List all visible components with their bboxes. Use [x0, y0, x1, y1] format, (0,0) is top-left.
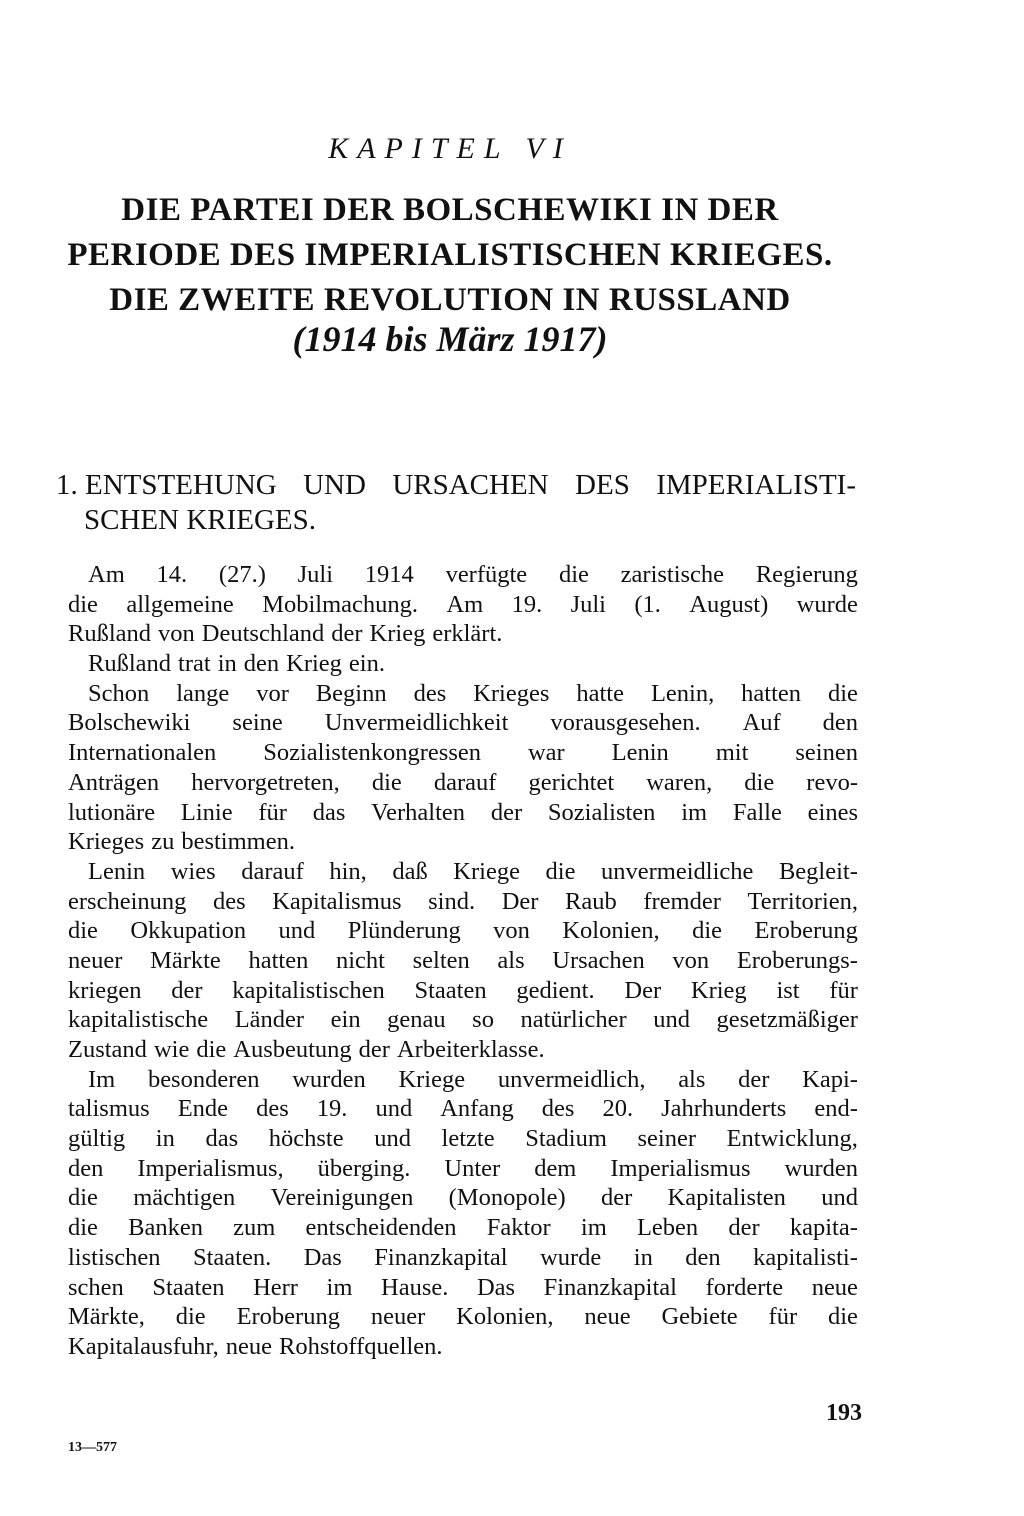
text-line: die mächtigen Vereinigungen (Monopole) der Kapitalisten und: [68, 1184, 858, 1212]
text-line: kapitalistische Länder ein genau so natürlicher und gesetzmäßiger: [68, 1006, 858, 1034]
section-heading-word: IMPERIALISTI-: [656, 469, 856, 501]
text-line: lutionäre Linie für das Verhalten der Sozialisten im Falle eines: [68, 798, 858, 826]
text-line: Am 14. (27.) Juli 1914 verfügte die zaristische Regierung: [88, 561, 858, 588]
text-line: Kapitalausfuhr, neue Rohstoffquellen.: [68, 1332, 443, 1360]
paragraph: [68, 857, 858, 1065]
paragraph: [68, 1065, 858, 1362]
text-line: talismus Ende des 19. und Anfang des 20. Jahrhunderts end-: [68, 1095, 858, 1123]
text-line: die Okkupation und Plünderung von Kolonien, die Eroberung: [68, 917, 858, 945]
text-line: Rußland trat in den Krieg ein.: [88, 650, 385, 678]
text-line: kriegen der kapitalistischen Staaten gedient. Der Krieg ist für: [68, 976, 858, 1004]
text-line: Bolschewiki seine Unvermeidlichkeit vorausgesehen. Auf den: [68, 709, 858, 737]
body-text: [68, 560, 858, 1362]
text-line: schen Staaten Herr im Hause. Das Finanzkapital forderte neue: [68, 1273, 858, 1301]
text-line: Lenin wies darauf hin, daß Kriege die unvermeidliche Begleit-: [88, 857, 858, 885]
text-line: neuer Märkte hatten nicht selten als Ursachen von Eroberungs-: [68, 946, 858, 974]
text-line: Anträgen hervorgetreten, die darauf gerichtet waren, die revo-: [68, 768, 858, 796]
text-line: Zustand wie die Ausbeutung der Arbeiterklasse.: [68, 1036, 545, 1063]
chapter-title-line: PERIODE DES IMPERIALISTISCHEN KRIEGES.: [67, 237, 833, 273]
paragraph: [68, 679, 858, 857]
text-line: die Banken zum entscheidenden Faktor im Leben der kapita-: [68, 1214, 858, 1242]
chapter-title: [60, 188, 840, 323]
text-line: erscheinung des Kapitalismus sind. Der Raub fremder Territorien,: [68, 887, 858, 915]
paragraph: [68, 560, 858, 649]
text-line: Märkte, die Eroberung neuer Kolonien, neue Gebiete für die: [68, 1303, 858, 1331]
text-line: Rußland von Deutschland der Krieg erklärt.: [68, 620, 503, 648]
text-line: die allgemeine Mobilmachung. Am 19. Juli (1. August) wurde: [68, 590, 858, 618]
chapter-label: KAPITEL VI: [328, 132, 572, 165]
section-heading-word: 1. ENTSTEHUNG: [56, 469, 277, 501]
text-line: Schon lange vor Beginn des Krieges hatte Lenin, hatten die: [88, 679, 858, 707]
text-line: Internationalen Sozialistenkongressen war Lenin mit seinen: [68, 739, 858, 767]
chapter-dates: (1914 bis März 1917): [292, 319, 608, 359]
section-heading-line: [56, 468, 856, 503]
printer-signature: 13—577: [68, 1440, 117, 1455]
page-number: 193: [826, 1400, 862, 1426]
section-heading-word: URSACHEN: [392, 469, 549, 501]
text-line: Krieges zu bestimmen.: [68, 828, 295, 856]
text-line: listischen Staaten. Das Finanzkapital wurde in den kapitalisti-: [68, 1243, 858, 1271]
text-line: den Imperialismus, überging. Unter dem Imperialismus wurden: [68, 1154, 858, 1182]
section-heading-word: UND: [303, 469, 366, 501]
section-heading-word: DES: [575, 469, 630, 501]
text-line: gültig in das höchste und letzte Stadium seiner Entwicklung,: [68, 1125, 858, 1153]
text-line: Im besonderen wurden Kriege unvermeidlich, als der Kapi-: [88, 1065, 858, 1093]
chapter-title-line: DIE ZWEITE REVOLUTION IN RUSSLAND: [109, 282, 791, 318]
paragraph: [68, 649, 858, 679]
section-heading-line: SCHEN KRIEGES.: [84, 504, 317, 536]
chapter-title-line: DIE PARTEI DER BOLSCHEWIKI IN DER: [121, 192, 779, 228]
section-heading: [56, 468, 856, 538]
